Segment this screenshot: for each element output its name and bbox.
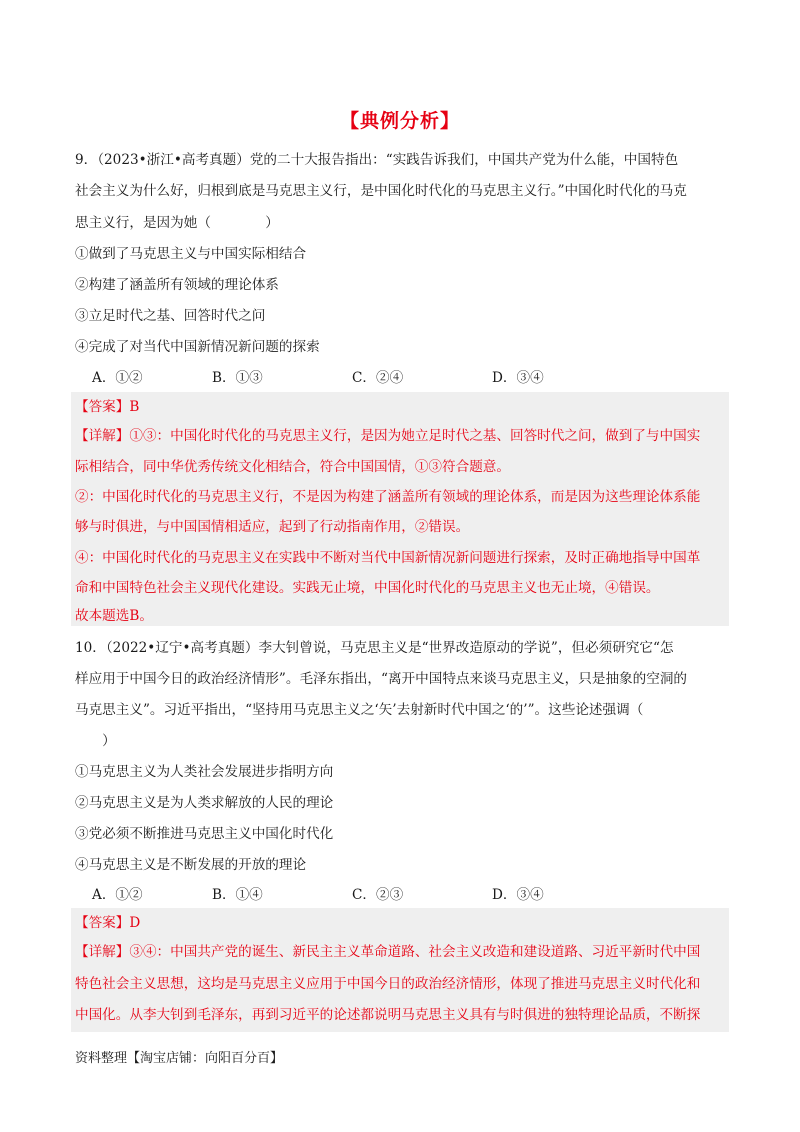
q10-item-2: ②马克思主义是为人类求解放的人民的理论 [75,795,334,811]
q9-answer: 【答案】B [75,399,140,415]
q10-item-4: ④马克思主义是不断发展的开放的理论 [75,857,307,873]
q10-option-c: C．②③ [352,887,404,903]
q9-stem-line-3: 思主义行，是因为她（ ） [75,215,279,231]
q9-item-3: ③立足时代之基、回答时代之问 [75,308,266,324]
q9-option-b: B．①③ [212,370,263,386]
q9-detail-line-5: ④：中国化时代化的马克思主义在实践中不断对当代中国新情况新问题进行探索，及时正确地指导中国革 [75,550,701,566]
q9-detail-line-2: 际相结合，同中华优秀传统文化相结合，符合中国国情，①③符合题意。 [75,459,510,475]
q10-stem-line-2: 样应用于中国今日的政治经济情形”。毛泽东指出，“离开中国特点来谈马克思主义，只是抽象的空洞的 [75,671,688,687]
q9-detail-line-6: 命和中国特色社会主义现代化建设。实践无止境，中国化时代化的马克思主义也无止境，④错误。 [75,580,660,596]
q10-detail-line-1: 【详解】③④：中国共产党的诞生、新民主主义革命道路、社会主义改造和建设道路、习近平新时代中国 [75,944,701,960]
q10-answer: 【答案】D [75,915,141,931]
q9-item-1: ①做到了马克思主义与中国实际相结合 [75,246,307,262]
q10-detail-line-2: 特色社会主义思想，这均是马克思主义应用于中国今日的政治经济情形，体现了推进马克思主义时代化和 [75,976,701,992]
q9-detail-line-1: 【详解】①③：中国化时代化的马克思主义行，是因为她立足时代之基、回答时代之问，做到了与中国实 [75,428,701,444]
q10-item-1: ①马克思主义为人类社会发展进步指明方向 [75,764,334,780]
q10-detail-line-3: 中国化。从李大钊到毛泽东，再到习近平的论述都说明马克思主义具有与时俱进的独特理论品质，不断探 [75,1007,701,1023]
q9-detail-line-4: 够与时俱进，与中国国情相适应，起到了行动指南作用，②错误。 [75,519,470,535]
q9-option-a: A．①② [92,370,143,386]
q10-option-a: A．①② [92,887,143,903]
q10-option-b: B．①④ [212,887,263,903]
page-footer: 资料整理【淘宝店铺：向阳百分百】 [75,1051,284,1066]
q10-stem-line-4: ） [75,733,116,749]
q10-item-3: ③党必须不断推进马克思主义中国化时代化 [75,826,334,842]
q9-option-c: C．②④ [352,370,404,386]
q9-detail-line-7: 故本题选B。 [75,608,153,624]
q9-stem-line-1: 9．（2023•浙江•高考真题）党的二十大报告指出：“实践告诉我们，中国共产党为什么能，中国特色 [75,152,679,168]
q9-stem-line-2: 社会主义为什么好，归根到底是马克思主义行，是中国化时代化的马克思主义行。”中国化时代化的马克 [75,183,687,199]
q9-item-4: ④完成了对当代中国新情况新问题的探索 [75,339,320,355]
section-title: 【典例分析】 [339,110,460,132]
q10-stem-line-1: 10．（2022•辽宁•高考真题）李大钊曾说，马克思主义是“世界改造原动的学说”，但必须研究它“怎 [75,640,674,656]
q10-stem-line-3: 马克思主义”。习近平指出，“坚持用马克思主义之‘矢’去射新时代中国之‘的’”。这些论述强调（ [75,702,644,718]
q9-detail-line-3: ②：中国化时代化的马克思主义行，不是因为构建了涵盖所有领域的理论体系，而是因为这些理论体系能 [75,489,701,505]
q9-item-2: ②构建了涵盖所有领域的理论体系 [75,277,279,293]
q10-option-d: D．③④ [492,887,544,903]
q9-option-d: D．③④ [492,370,544,386]
